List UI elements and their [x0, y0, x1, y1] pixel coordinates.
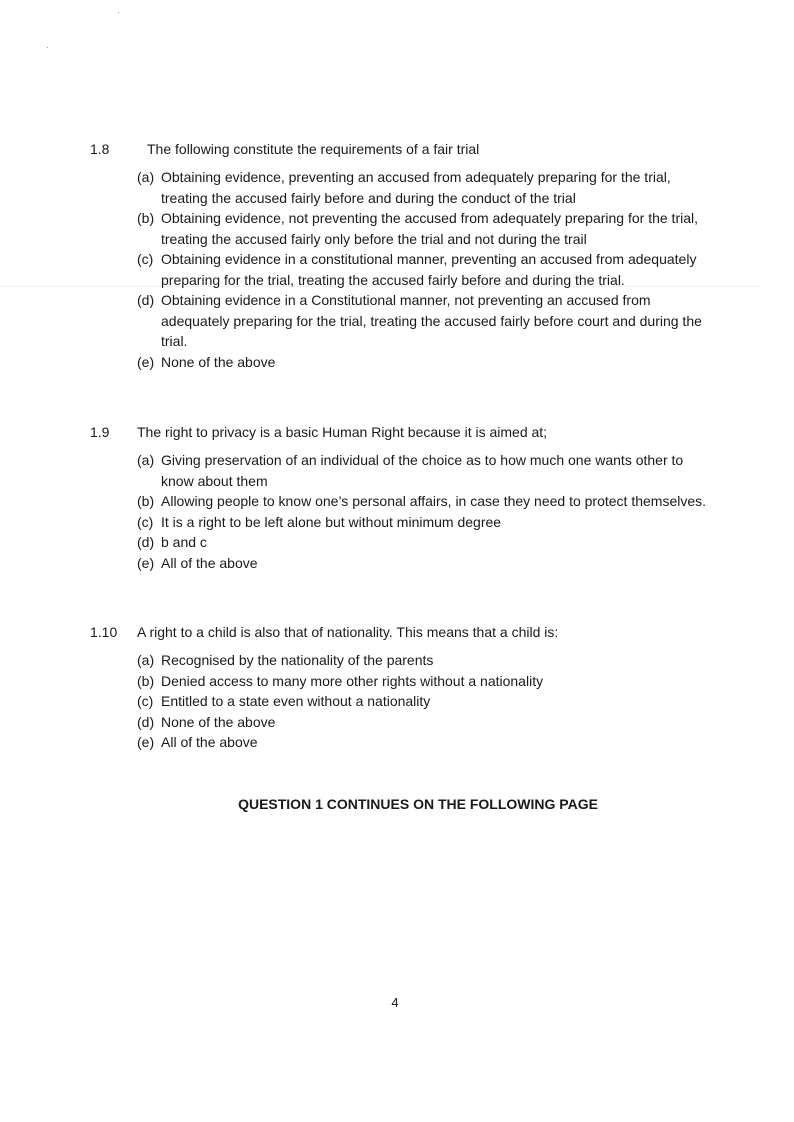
- option-label: (b): [137, 493, 155, 509]
- option-d: [90, 290, 710, 352]
- option-e: [90, 553, 710, 574]
- option-c: [90, 512, 710, 533]
- question-stem: The right to privacy is a basic Human Right because it is aimed at;: [137, 424, 548, 440]
- option-a: [90, 450, 710, 491]
- option-text: Obtaining evidence in a Constitutional manner, not preventing an accused from adequately preparing for the trial, treating the accused fairly before court and during the trial.: [161, 292, 702, 349]
- question-1-9: [90, 422, 710, 573]
- option-label: (a): [137, 452, 155, 468]
- option-label: (e): [137, 734, 155, 750]
- option-b: [90, 491, 710, 512]
- option-text: All of the above: [161, 554, 258, 571]
- option-label: (d): [137, 534, 155, 550]
- option-a: [90, 650, 710, 671]
- option-text: Allowing people to know one’s personal affairs, in case they need to protect themselves.: [161, 493, 707, 509]
- option-text: Recognised by the nationality of the parents: [161, 652, 434, 668]
- option-text: Obtaining evidence in a constitutional manner, preventing an accused from adequately preparing for the trial, treating the accused fairly before and during the trial.: [161, 251, 697, 288]
- option-text: All of the above: [161, 734, 258, 750]
- option-label: (c): [137, 251, 154, 267]
- question-header: [90, 622, 710, 642]
- option-text: Denied access to many more other rights without a nationality: [161, 672, 544, 689]
- option-label: (e): [137, 554, 155, 571]
- question-header: [90, 422, 710, 442]
- option-a: [90, 167, 710, 208]
- option-label: (b): [137, 210, 155, 226]
- option-label: (e): [137, 353, 155, 370]
- option-c: [90, 691, 710, 712]
- option-text: b and c: [161, 534, 207, 550]
- option-label: (a): [137, 169, 155, 185]
- question-stem: The following constitute the requirements of a fair trial: [147, 141, 480, 157]
- option-text: Giving preservation of an individual of the choice as to how much one wants other to know about them: [161, 452, 684, 489]
- question-number: 1.10: [90, 624, 118, 640]
- option-text: Entitled to a state even without a nationality: [161, 693, 431, 709]
- option-label: (d): [137, 713, 155, 730]
- option-label: (c): [137, 693, 154, 709]
- option-text: None of the above: [161, 713, 276, 730]
- scan-speck: [47, 47, 48, 48]
- option-text: It is a right to be left alone but without minimum degree: [161, 513, 502, 530]
- option-d: [90, 712, 710, 733]
- option-e: [90, 352, 710, 373]
- option-b: [90, 208, 710, 249]
- question-1-8: [90, 139, 710, 372]
- option-text: Obtaining evidence, not preventing the accused from adequately preparing for the trial, treating the accused fairly only before the trial and not during the trail: [161, 210, 698, 247]
- option-label: (c): [137, 513, 154, 530]
- option-list: [90, 650, 710, 753]
- option-text: None of the above: [161, 353, 276, 370]
- page-number: 4: [391, 995, 399, 1010]
- option-e: [90, 732, 710, 753]
- option-c: [90, 249, 710, 290]
- option-label: (d): [137, 292, 155, 308]
- option-label: (b): [137, 672, 155, 689]
- option-b: [90, 671, 710, 692]
- question-header: [90, 139, 710, 159]
- option-label: (a): [137, 652, 155, 668]
- continues-notice: QUESTION 1 CONTINUES ON THE FOLLOWING PAGE: [238, 796, 598, 812]
- question-1-10: [90, 622, 710, 753]
- scan-speck: [118, 12, 119, 13]
- question-number: 1.8: [90, 141, 110, 157]
- option-text: Obtaining evidence, preventing an accused from adequately preparing for the trial, treating the accused fairly before and during the conduct of the trial: [161, 169, 671, 206]
- question-stem: A right to a child is also that of nationality. This means that a child is:: [137, 624, 559, 640]
- option-list: [90, 167, 710, 372]
- option-list: [90, 450, 710, 573]
- option-d: [90, 532, 710, 553]
- question-number: 1.9: [90, 424, 110, 440]
